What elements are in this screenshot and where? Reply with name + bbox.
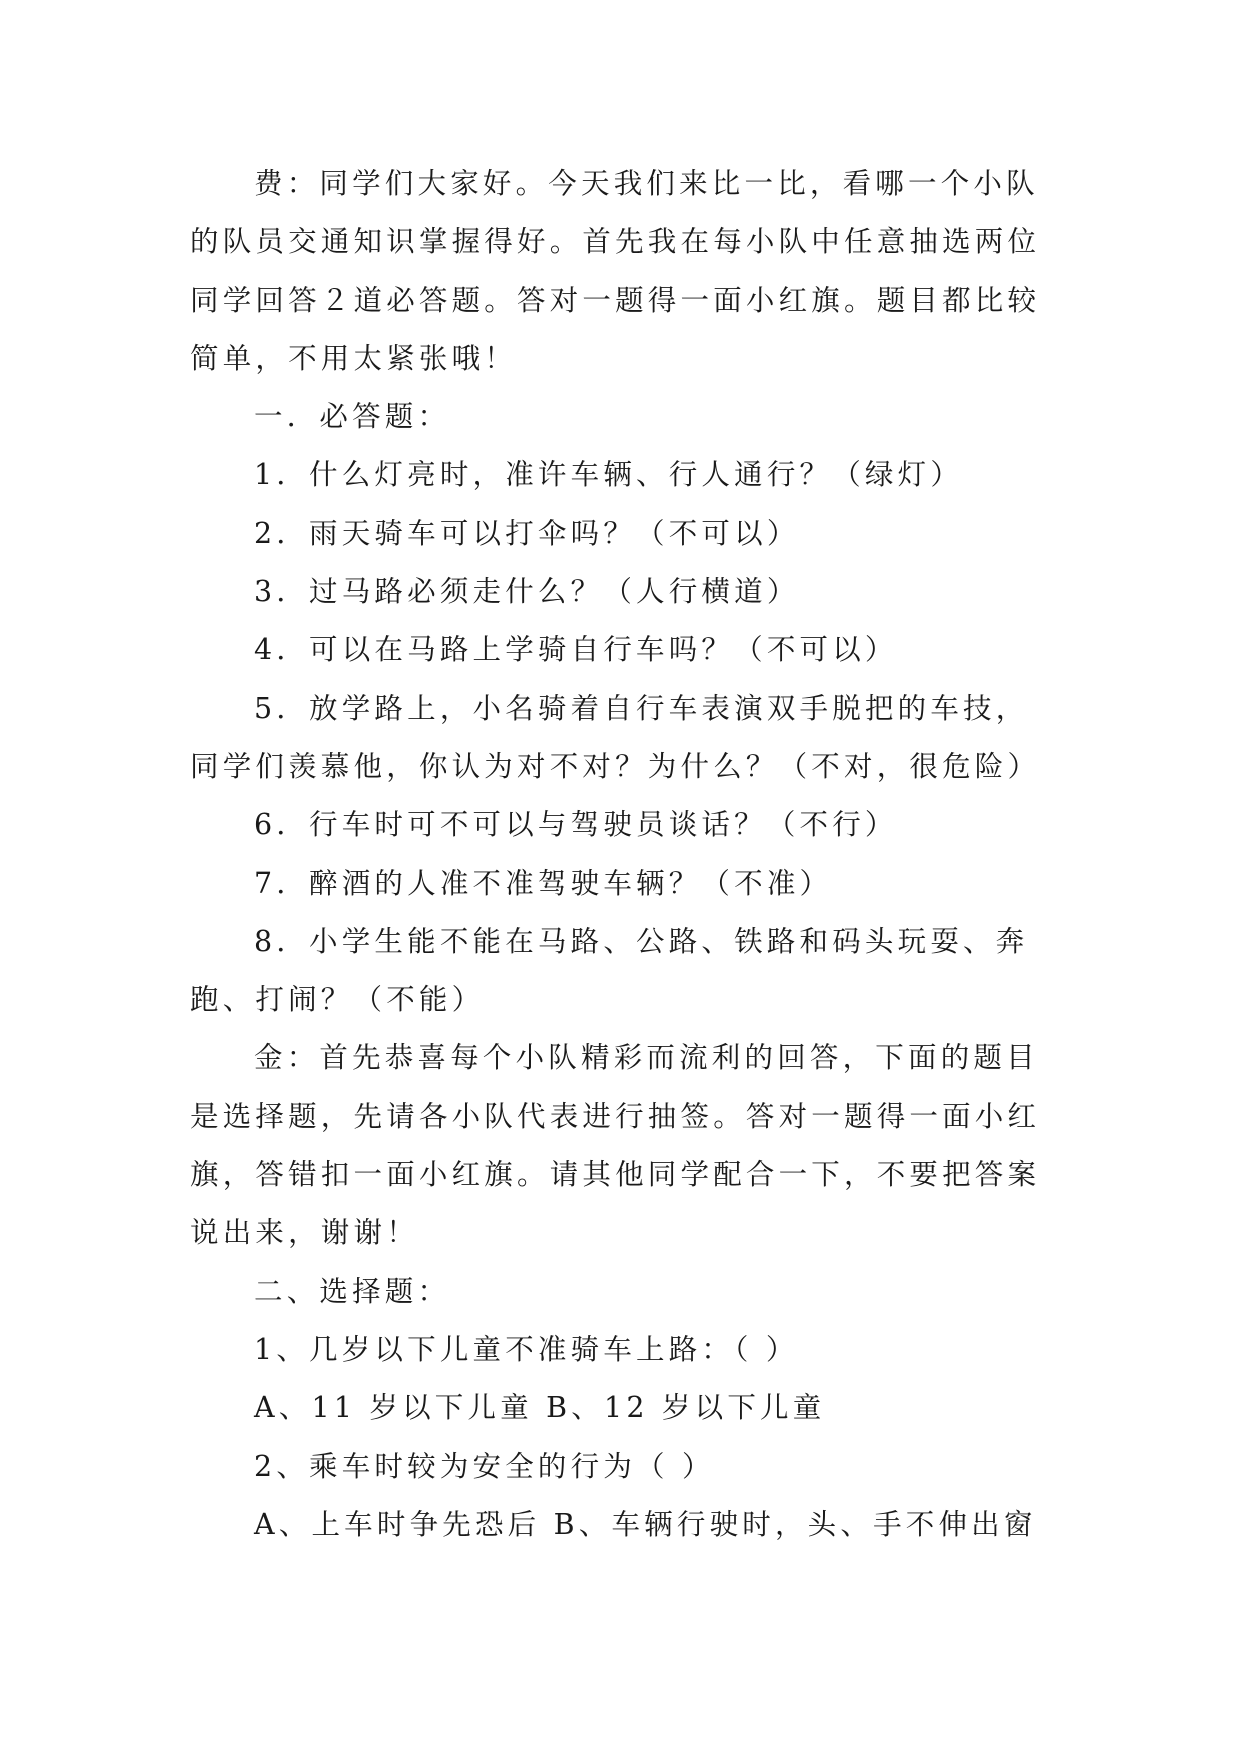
paragraph-line: 是选择题，先请各小队代表进行抽签。答对一题得一面小红 xyxy=(190,1099,1041,1133)
section-heading: 一．必答题： xyxy=(254,400,451,434)
question-item-continued: 跑、打闹？（不能） xyxy=(190,983,485,1017)
question-item: 1、几岁以下儿童不准骑车上路：（ ） xyxy=(254,1332,799,1366)
question-item: 3．过马路必须走什么？（人行横道） xyxy=(254,575,800,609)
document-body xyxy=(190,155,1052,1554)
section-heading: 二、选择题： xyxy=(254,1274,451,1308)
paragraph-line: 费：同学们大家好。今天我们来比一比，看哪一个小队 xyxy=(254,167,1039,200)
paragraph-line: 的队员交通知识掌握得好。首先我在每小队中任意抽选两位 xyxy=(190,225,1041,259)
question-item: 2、乘车时较为安全的行为（ ） xyxy=(254,1449,715,1483)
question-item: 7．醉酒的人准不准驾驶车辆？（不准） xyxy=(254,866,833,900)
question-item: 6．行车时可不可以与驾驶员谈话？（不行） xyxy=(254,808,898,842)
paragraph-line: 说出来，谢谢！ xyxy=(190,1216,419,1250)
question-item: 5．放学路上，小名骑着自行车表演双手脱把的车技， xyxy=(254,691,1029,725)
paragraph-line: 简单，不用太紧张哦！ xyxy=(190,341,518,375)
answer-options: A、11 岁以下儿童 B、12 岁以下儿童 xyxy=(254,1391,826,1425)
paragraph-line: 同学回答２道必答题。答对一题得一面小红旗。题目都比较 xyxy=(190,283,1041,317)
question-item: 2．雨天骑车可以打伞吗？（不可以） xyxy=(254,516,800,550)
paragraph-line: 金：首先恭喜每个小队精彩而流利的回答，下面的题目 xyxy=(254,1041,1039,1075)
question-item: 4．可以在马路上学骑自行车吗？（不可以） xyxy=(254,633,898,667)
question-item: 8．小学生能不能在马路、公路、铁路和码头玩耍、奔 xyxy=(254,924,1029,958)
question-item: 1．什么灯亮时，准许车辆、行人通行？（绿灯） xyxy=(254,458,964,492)
question-item-continued: 同学们羡慕他，你认为对不对？为什么？（不对，很危险） xyxy=(190,749,1041,783)
answer-options: A、上车时争先恐后 B、车辆行驶时，头、手不伸出窗 xyxy=(254,1507,1037,1541)
paragraph-line: 旗，答错扣一面小红旗。请其他同学配合一下，不要把答案 xyxy=(190,1158,1041,1192)
